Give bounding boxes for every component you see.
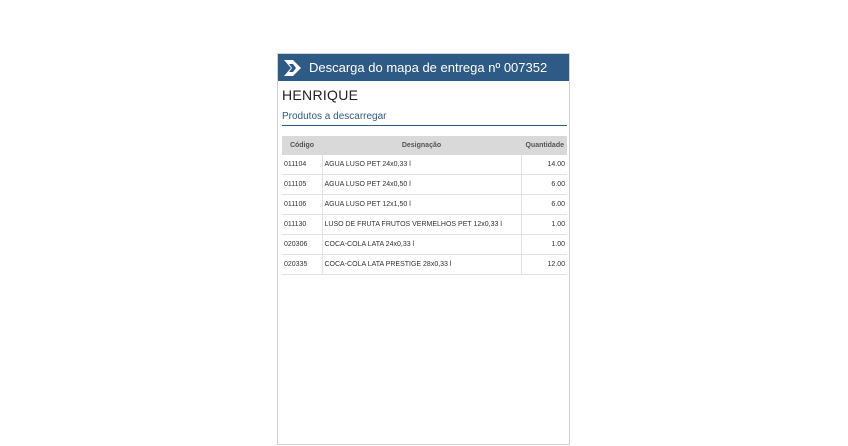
- row-code: 011130: [282, 215, 322, 235]
- table-row[interactable]: [282, 255, 567, 275]
- column-header-quantity[interactable]: Quantidade: [521, 136, 567, 155]
- row-quantity: 12.00: [521, 255, 567, 275]
- row-designation: LUSO DE FRUTA FRUTOS VERMELHOS PET 12x0,33 l: [322, 215, 521, 235]
- row-code: 011105: [282, 175, 322, 195]
- page-title: Descarga do mapa de entrega nº 007352: [309, 60, 548, 75]
- table-row[interactable]: [282, 215, 567, 235]
- row-code: 020335: [282, 255, 322, 275]
- logo-chevron-icon: [283, 59, 303, 77]
- column-header-code[interactable]: Código: [282, 136, 322, 155]
- row-designation: COCA-COLA LATA 24x0,33 l: [322, 235, 521, 255]
- table-header-row: [282, 136, 567, 155]
- row-quantity: 6.00: [521, 175, 567, 195]
- row-designation: COCA-COLA LATA PRESTIGE 28x0,33 l: [322, 255, 521, 275]
- table-row[interactable]: [282, 155, 567, 175]
- row-quantity: 14.00: [521, 155, 567, 175]
- table-row[interactable]: [282, 235, 567, 255]
- app-window: [277, 53, 570, 445]
- row-designation: AGUA LUSO PET 24x0,33 l: [322, 155, 521, 175]
- table-row[interactable]: [282, 175, 567, 195]
- row-code: 011106: [282, 195, 322, 215]
- app-bar: [278, 54, 569, 81]
- row-quantity: 1.00: [521, 235, 567, 255]
- products-table: [282, 136, 567, 275]
- table-row[interactable]: [282, 195, 567, 215]
- row-quantity: 6.00: [521, 195, 567, 215]
- customer-name: HENRIQUE: [282, 87, 359, 103]
- row-code: 020306: [282, 235, 322, 255]
- row-designation: AGUA LUSO PET 24x0,50 l: [322, 175, 521, 195]
- section-title: Produtos a descarregar: [282, 111, 567, 126]
- column-header-designation[interactable]: Designação: [322, 136, 521, 155]
- row-code: 011104: [282, 155, 322, 175]
- row-quantity: 1.00: [521, 215, 567, 235]
- row-designation: AGUA LUSO PET 12x1,50 l: [322, 195, 521, 215]
